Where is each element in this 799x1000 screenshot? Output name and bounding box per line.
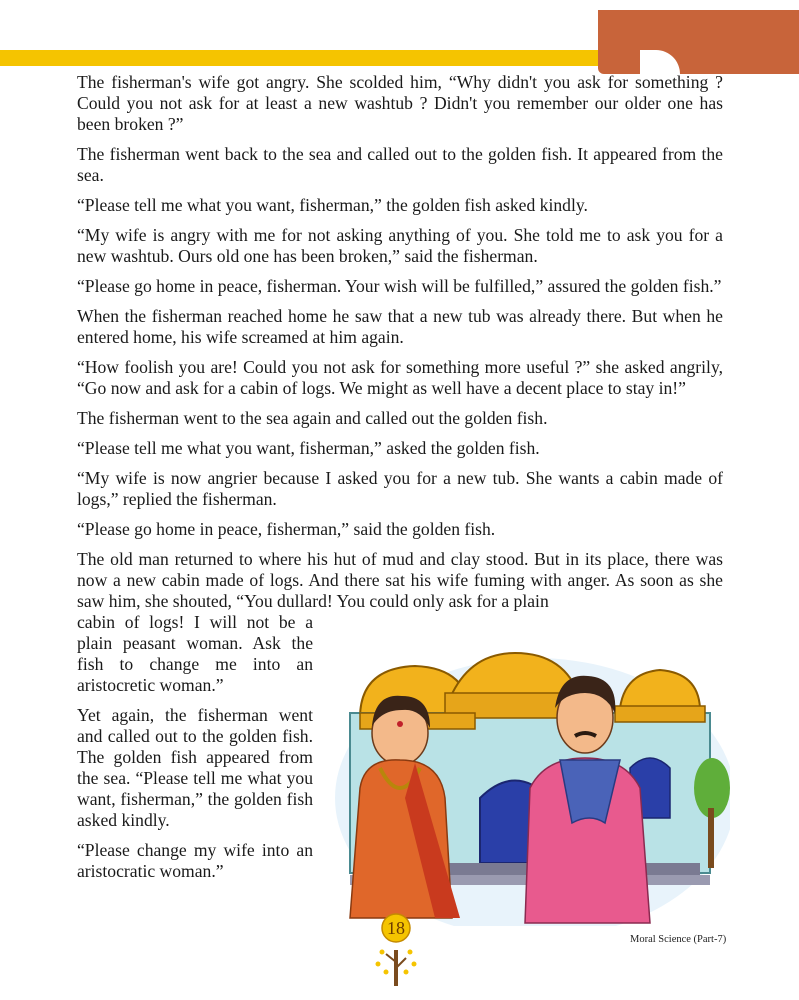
paragraph: “My wife is now angrier because I asked you for a new tub. She wants a cabin made of logs,” replied the fisherman. bbox=[77, 468, 723, 509]
paragraph: “Please tell me what you want, fisherman,” the golden fish asked kindly. bbox=[77, 195, 588, 215]
paragraph: “How foolish you are! Could you not ask for something more useful ?” she asked angrily, “Go now and ask for a cabin of logs. We might as well have a decent place to stay in!” bbox=[77, 357, 723, 398]
header-yellow-bar bbox=[0, 50, 660, 66]
paragraph: “Please go home in peace, fisherman. Your wish will be fulfilled,” assured the golden fish.” bbox=[77, 276, 722, 296]
paragraph: The fisherman's wife got angry. She scolded him, “Why didn't you ask for something ? Could you not ask for at least a new washtub ? Didn't you remember our older one has been broken ?” bbox=[77, 72, 723, 134]
header-orange-tab bbox=[598, 10, 799, 74]
footer-book-title: Moral Science (Part-7) bbox=[630, 934, 727, 945]
paragraph: The old man returned to where his hut of mud and clay stood. But in its place, there was now a new cabin made of logs. And there sat his wife fuming with anger. As soon as she saw him, she shouted, “You dullard! You could only ask for a plain bbox=[77, 549, 723, 611]
paragraph: Yet again, the fisherman went and called out to the golden fish. The golden fish appeared from the sea. “Please tell me what you want, fisherman,” the golden fish asked kindly. bbox=[77, 705, 313, 830]
palace-illustration bbox=[320, 648, 730, 926]
paragraph: “Please change my wife into an aristocratic woman.” bbox=[77, 840, 313, 881]
paragraph: When the fisherman reached home he saw that a new tub was already there. But when he entered home, his wife screamed at him again. bbox=[77, 306, 723, 347]
paragraph: The fisherman went to the sea again and called out the golden fish. bbox=[77, 408, 548, 428]
paragraph: The fisherman went back to the sea and called out to the golden fish. It appeared from the sea. bbox=[77, 144, 723, 185]
page-number: 18 bbox=[387, 918, 405, 938]
paragraph: “My wife is angry with me for not asking anything of you. She told me to ask you for a new washtub. Ours old one has been broken,” said the fisherman. bbox=[77, 225, 723, 266]
paragraph: “Please go home in peace, fisherman,” said the golden fish. bbox=[77, 519, 496, 539]
paragraph: cabin of logs! I will not be a plain peasant woman. Ask the fish to change me into an aristocretic woman.” bbox=[77, 612, 313, 695]
paragraph: “Please tell me what you want, fisherman,” asked the golden fish. bbox=[77, 438, 540, 458]
narrow-column bbox=[77, 612, 313, 882]
